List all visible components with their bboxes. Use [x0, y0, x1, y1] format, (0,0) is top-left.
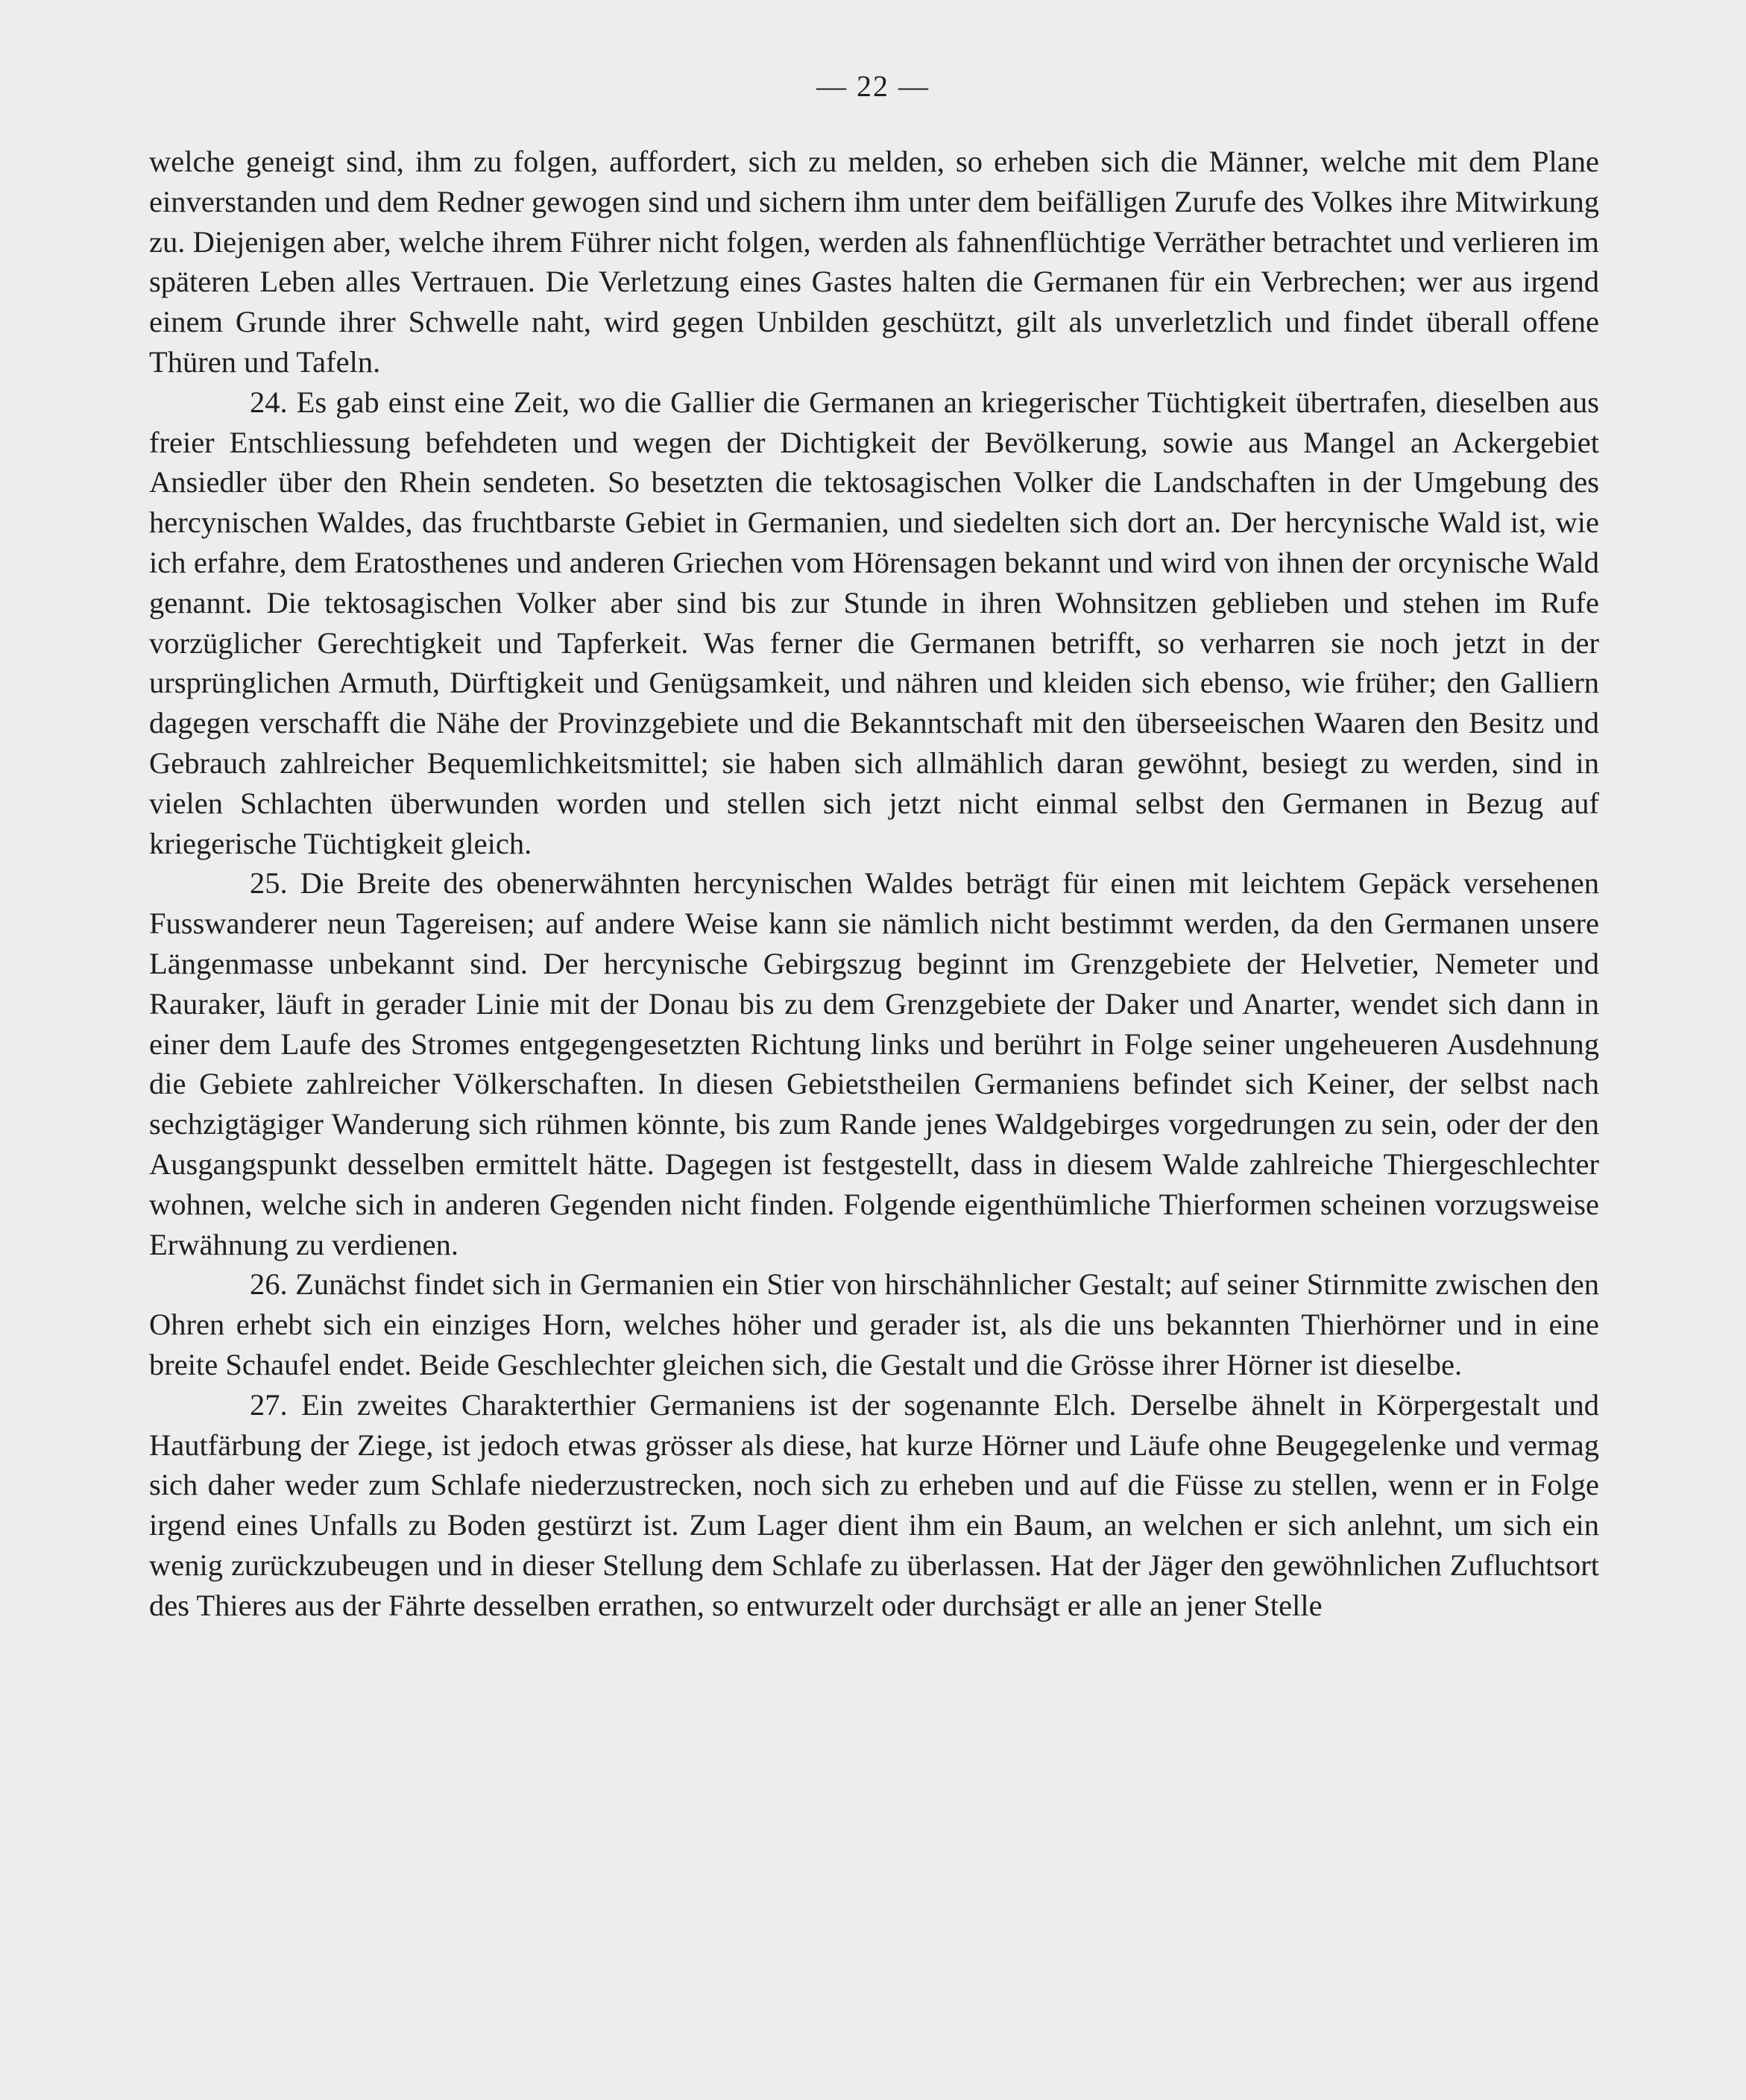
paragraph-25: 25. Die Breite des obenerwähnten hercynischen Waldes beträgt für einen mit leichtem Gepäck versehenen Fusswanderer neun Tagereisen; auf andere Weise kann sie nämlich nicht bestimmt werden, da den Germanen unsere Längenmasse unbekannt sind. Der hercynische Gebirgszug beginnt im Grenzgebiete der Helvetier, Nemeter und Rauraker, läuft in gerader Linie mit der Donau bis zu dem Grenzgebiete der Daker und Anarter, wendet sich dann in einer dem Laufe des Stromes entgegengesetzten Richtung links und berührt in Folge seiner ungeheueren Ausdehnung die Gebiete zahlreicher Völkerschaften. In diesen Gebietstheilen Germaniens befindet sich Keiner, der selbst nach sechzigtägiger Wanderung sich rühmen könnte, bis zum Rande jenes Waldgebirges vorgedrungen zu sein, oder der den Ausgangspunkt desselben ermittelt hätte. Dagegen ist festgestellt, dass in diesem Walde zahlreiche Thiergeschlechter wohnen, welche sich in anderen Gegenden nicht finden. Folgende eigenthümliche Thierformen scheinen vorzugsweise Erwähnung zu verdienen.: [149, 866, 1599, 1261]
paragraph-26: 26. Zunächst findet sich in Germanien ein Stier von hirschähnlicher Gestalt; auf seiner Stirnmitte zwischen den Ohren erhebt sich ein einziges Horn, welches höher und gerader ist, als die uns bekannten Thierhörner und in eine breite Schaufel endet. Beide Geschlechter gleichen sich, die Gestalt und die Grösse ihrer Hörner ist dieselbe.: [149, 1267, 1599, 1381]
page-number: — 22 —: [816, 69, 930, 103]
paragraph-24: 24. Es gab einst eine Zeit, wo die Gallier die Germanen an kriegerischer Tüchtigkeit übertrafen, dieselben aus freier Entschliessung befehdeten und wegen der Dichtigkeit der Bevölkerung, sowie aus Mangel an Ackergebiet Ansiedler über den Rhein sendeten. So besetzten die tektosagischen Volker die Landschaften in der Umgebung des hercynischen Waldes, das fruchtbarste Gebiet in Germanien, und siedelten sich dort an. Der hercynische Wald ist, wie ich erfahre, dem Eratosthenes und anderen Griechen vom Hörensagen bekannt und wird von ihnen der orcynische Wald genannt. Die tektosagischen Volker aber sind bis zur Stunde in ihren Wohnsitzen geblieben und stehen im Rufe vorzüglicher Gerechtigkeit und Tapferkeit. Was ferner die Germanen betrifft, so verharren sie noch jetzt in der ursprünglichen Armuth, Dürftigkeit und Genügsamkeit, und nähren und kleiden sich ebenso, wie früher; den Galliern dagegen verschafft die Nähe der Provinzgebiete und die Bekanntschaft mit den überseeischen Waaren den Besitz und Gebrauch zahlreicher Bequemlichkeitsmittel; sie haben sich allmählich daran gewöhnt, besiegt zu werden, sind in vielen Schlachten überwunden worden und stellen sich jetzt nicht einmal selbst den Germanen in Bezug auf kriegerische Tüchtigkeit gleich.: [149, 385, 1599, 860]
paragraph-continuation: welche geneigt sind, ihm zu folgen, auffordert, sich zu melden, so erheben sich die Männer, welche mit dem Plane einverstanden und dem Redner gewogen sind und sichern ihm unter dem beifälligen Zurufe des Volkes ihre Mitwirkung zu. Diejenigen aber, welche ihrem Führer nicht folgen, werden als fahnenflüchtige Verräther betrachtet und verlieren im späteren Leben alles Vertrauen. Die Verletzung eines Gastes halten die Germanen für ein Verbrechen; wer aus irgend einem Grunde ihrer Schwelle naht, wird gegen Unbilden geschützt, gilt als unverletzlich und findet überall offene Thüren und Tafeln.: [149, 145, 1599, 379]
paragraph-27: 27. Ein zweites Charakterthier Germaniens ist der sogenannte Elch. Derselbe ähnelt in Körpergestalt und Hautfärbung der Ziege, ist jedoch etwas grösser als diese, hat kurze Hörner und Läufe ohne Beugegelenke und vermag sich daher weder zum Schlafe niederzustrecken, noch sich zu erheben und auf die Füsse zu stellen, wenn er in Folge irgend eines Unfalls zu Boden gestürzt ist. Zum Lager dient ihm ein Baum, an welchen er sich anlehnt, um sich ein wenig zurückzubeugen und in dieser Stellung dem Schlafe zu überlassen. Hat der Jäger den gewöhnlichen Zufluchtsort des Thieres aus der Fährte desselben errathen, so entwurzelt oder durchsägt er alle an jener Stelle: [149, 1387, 1599, 1622]
body-text: [149, 142, 1599, 1625]
